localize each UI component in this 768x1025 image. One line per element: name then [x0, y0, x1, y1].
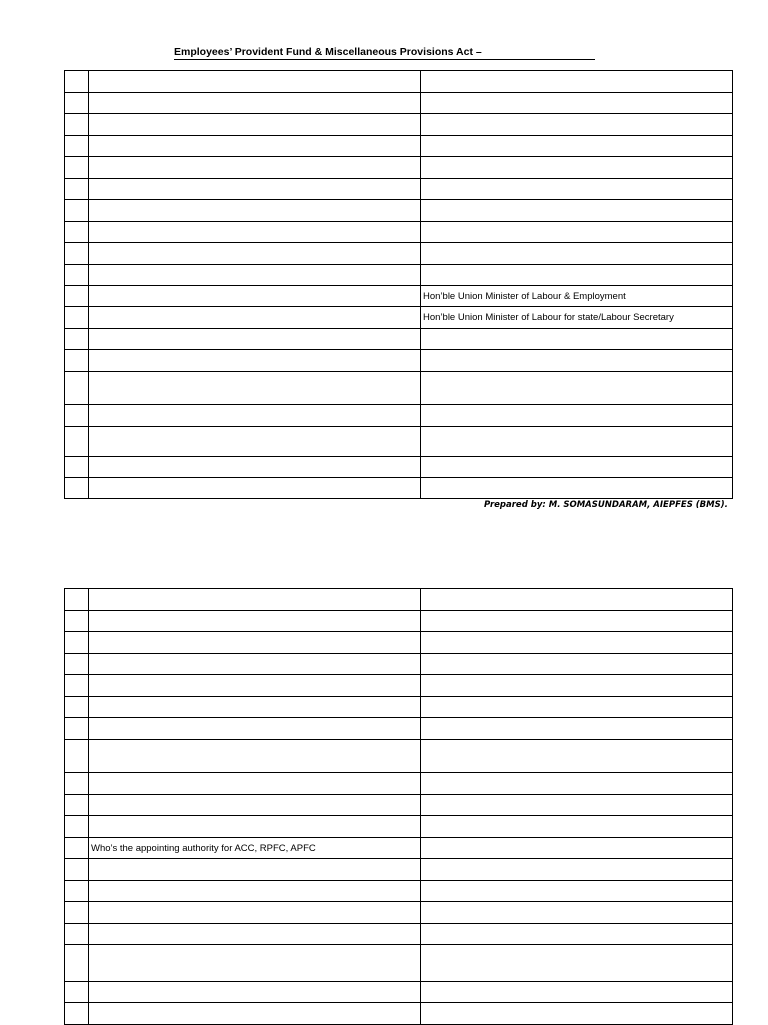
- answer-cell: [421, 200, 733, 222]
- question-cell: [89, 859, 421, 881]
- question-cell: [89, 773, 421, 795]
- question-cell: [89, 478, 421, 499]
- row-number-cell: [65, 372, 89, 405]
- row-number-cell: [65, 795, 89, 816]
- answer-cell: [421, 589, 733, 611]
- table-row: [65, 1003, 733, 1025]
- question-cell: [89, 243, 421, 265]
- question-cell: [89, 372, 421, 405]
- question-cell: [89, 589, 421, 611]
- question-cell: [89, 427, 421, 457]
- row-number-cell: [65, 457, 89, 478]
- question-cell: [89, 982, 421, 1003]
- answer-cell: [421, 179, 733, 200]
- table-row: [65, 457, 733, 478]
- answer-cell: [421, 697, 733, 718]
- table-row: [65, 773, 733, 795]
- table-row: [65, 350, 733, 372]
- table-row: [65, 179, 733, 200]
- row-number-cell: [65, 286, 89, 307]
- table-row: [65, 654, 733, 675]
- answer-cell: [421, 265, 733, 286]
- answer-cell: [421, 654, 733, 675]
- qa-table-2: [64, 588, 733, 1025]
- table-row: [65, 611, 733, 632]
- answer-cell: [421, 157, 733, 179]
- answer-cell: [421, 718, 733, 740]
- answer-cell: [421, 1003, 733, 1025]
- title-underline: [174, 59, 595, 60]
- question-cell: [89, 200, 421, 222]
- question-cell: [89, 457, 421, 478]
- table-row: [65, 427, 733, 457]
- row-number-cell: [65, 114, 89, 136]
- table-row: [65, 136, 733, 157]
- question-cell: [89, 675, 421, 697]
- question-cell: [89, 740, 421, 773]
- row-number-cell: [65, 307, 89, 329]
- question-cell: [89, 93, 421, 114]
- table-row: [65, 286, 733, 307]
- question-cell: [89, 179, 421, 200]
- table-row: [65, 816, 733, 838]
- question-cell: [89, 816, 421, 838]
- table-row: [65, 200, 733, 222]
- document-title: Employees’ Provident Fund & Miscellaneous Provisions Act –: [174, 46, 482, 58]
- answer-cell: [421, 329, 733, 350]
- row-number-cell: [65, 589, 89, 611]
- question-cell: [89, 350, 421, 372]
- answer-cell: Hon’ble Union Minister of Labour for state/Labour Secretary: [421, 307, 733, 329]
- answer-cell: [421, 243, 733, 265]
- answer-cell: [421, 675, 733, 697]
- row-number-cell: [65, 427, 89, 457]
- question-cell: [89, 902, 421, 924]
- answer-cell: [421, 838, 733, 859]
- row-number-cell: [65, 697, 89, 718]
- question-cell: [89, 1003, 421, 1025]
- table-row: [65, 589, 733, 611]
- table-row: [65, 222, 733, 243]
- row-number-cell: [65, 740, 89, 773]
- row-number-cell: [65, 478, 89, 499]
- row-number-cell: [65, 611, 89, 632]
- answer-cell: [421, 114, 733, 136]
- question-cell: [89, 329, 421, 350]
- answer-cell: [421, 902, 733, 924]
- table-row: [65, 795, 733, 816]
- row-number-cell: [65, 200, 89, 222]
- table-row: [65, 945, 733, 982]
- row-number-cell: [65, 773, 89, 795]
- question-cell: [89, 307, 421, 329]
- question-cell: [89, 632, 421, 654]
- table-row: [65, 478, 733, 499]
- answer-cell: [421, 945, 733, 982]
- question-cell: [89, 222, 421, 243]
- row-number-cell: [65, 675, 89, 697]
- question-cell: [89, 945, 421, 982]
- row-number-cell: [65, 136, 89, 157]
- answer-cell: [421, 372, 733, 405]
- answer-cell: [421, 881, 733, 902]
- answer-cell: [421, 795, 733, 816]
- table-row: [65, 114, 733, 136]
- row-number-cell: [65, 1003, 89, 1025]
- answer-cell: [421, 924, 733, 945]
- table-row: [65, 243, 733, 265]
- answer-cell: [421, 773, 733, 795]
- row-number-cell: [65, 222, 89, 243]
- answer-cell: [421, 740, 733, 773]
- table-row: [65, 157, 733, 179]
- row-number-cell: [65, 654, 89, 675]
- answer-cell: Hon’ble Union Minister of Labour & Employment: [421, 286, 733, 307]
- table-row: [65, 372, 733, 405]
- row-number-cell: [65, 350, 89, 372]
- row-number-cell: [65, 881, 89, 902]
- table-row: [65, 93, 733, 114]
- question-cell: [89, 924, 421, 945]
- table-row: [65, 632, 733, 654]
- answer-cell: [421, 71, 733, 93]
- row-number-cell: [65, 329, 89, 350]
- answer-cell: [421, 816, 733, 838]
- table-row: [65, 740, 733, 773]
- answer-cell: [421, 350, 733, 372]
- table-row: [65, 675, 733, 697]
- table-row: [65, 718, 733, 740]
- question-cell: [89, 136, 421, 157]
- row-number-cell: [65, 243, 89, 265]
- table-row: [65, 982, 733, 1003]
- row-number-cell: [65, 405, 89, 427]
- question-cell: [89, 286, 421, 307]
- question-cell: [89, 157, 421, 179]
- question-cell: [89, 114, 421, 136]
- answer-cell: [421, 859, 733, 881]
- row-number-cell: [65, 838, 89, 859]
- table-row: [65, 924, 733, 945]
- question-cell: [89, 71, 421, 93]
- table-row: [65, 265, 733, 286]
- answer-cell: [421, 457, 733, 478]
- table-row: [65, 329, 733, 350]
- question-cell: [89, 881, 421, 902]
- qa-table-1: [64, 70, 733, 499]
- row-number-cell: [65, 179, 89, 200]
- question-cell: [89, 697, 421, 718]
- table-row: [65, 71, 733, 93]
- question-cell: Who’s the appointing authority for ACC, RPFC, APFC: [89, 838, 421, 859]
- answer-cell: [421, 405, 733, 427]
- answer-cell: [421, 93, 733, 114]
- row-number-cell: [65, 859, 89, 881]
- row-number-cell: [65, 157, 89, 179]
- row-number-cell: [65, 945, 89, 982]
- row-number-cell: [65, 816, 89, 838]
- question-cell: [89, 265, 421, 286]
- question-cell: [89, 611, 421, 632]
- row-number-cell: [65, 902, 89, 924]
- row-number-cell: [65, 71, 89, 93]
- answer-cell: [421, 222, 733, 243]
- row-number-cell: [65, 924, 89, 945]
- answer-cell: [421, 478, 733, 499]
- row-number-cell: [65, 718, 89, 740]
- table-row: [65, 902, 733, 924]
- question-cell: [89, 654, 421, 675]
- question-cell: [89, 405, 421, 427]
- table-row: [65, 881, 733, 902]
- answer-cell: [421, 982, 733, 1003]
- answer-cell: [421, 136, 733, 157]
- table-row: [65, 859, 733, 881]
- answer-cell: [421, 611, 733, 632]
- question-cell: [89, 795, 421, 816]
- table-row: [65, 405, 733, 427]
- prepared-by-note: Prepared by: M. SOMASUNDARAM, AIEPFES (BMS).: [484, 500, 728, 510]
- table-row: [65, 697, 733, 718]
- row-number-cell: [65, 93, 89, 114]
- table-row: [65, 307, 733, 329]
- row-number-cell: [65, 632, 89, 654]
- answer-cell: [421, 632, 733, 654]
- table-row: [65, 838, 733, 859]
- row-number-cell: [65, 982, 89, 1003]
- question-cell: [89, 718, 421, 740]
- row-number-cell: [65, 265, 89, 286]
- answer-cell: [421, 427, 733, 457]
